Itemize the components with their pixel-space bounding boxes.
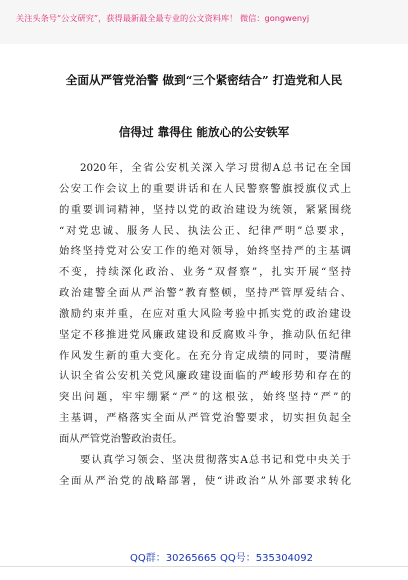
top-banner	[0, 0, 408, 44]
qq-group-link[interactable]: QQ群：30265665	[130, 553, 217, 564]
body-line: 突出问题，牢牢绷紧“严”的这根弦，始终坚持“严”的	[59, 391, 351, 404]
body-line: 不变，持续深化政治、业务“双督察”，扎实开展“坚持	[59, 266, 351, 279]
qq-number-link[interactable]: QQ号：535304092	[220, 553, 314, 564]
body-line: 面从严管党治警政治责任。	[59, 432, 183, 445]
footer	[0, 546, 408, 566]
body-line: 始终坚持党对公安工作的绝对领导，始终坚持严的主基调	[59, 245, 351, 258]
body-line: 的重要训词精神，坚持以党的政治建设为统领，紧紧围绕	[59, 203, 351, 216]
body-line: 主基调，严格落实全面从严管党治警要求，切实担负起全	[59, 412, 351, 425]
document-title-line-2: 信得过 靠得住 能放心的公安铁军	[118, 125, 290, 139]
body-line: 作风发生新的重大变化。在充分肯定成绩的同时，要清醒	[59, 349, 351, 362]
body-line: 坚定不移推进党风廉政建设和反腐败斗争，推动队伍纪律	[59, 328, 351, 341]
document-title-line-1: 全面从严管党治警 做到“三个紧密结合” 打造党和人民	[65, 73, 343, 87]
body-line: 要认真学习领会、坚决贯彻落实A总书记和党中央关于	[80, 453, 351, 466]
body-line: 认识全省公安机关党风廉政建设面临的严峻形势和存在的	[59, 370, 351, 383]
body-line: 政治建警全面从严治警”教育整顿，坚持严管厚爱结合、	[59, 287, 351, 300]
body-line: 2020年，全省公安机关深入学习贯彻A总书记在全国	[80, 162, 351, 174]
body-line: 公安工作会议上的重要讲话和在人民警察警旗授旗仪式上	[59, 182, 351, 195]
body-line: “对党忠诚、服务人民、执法公正、纪律严明”总要求，	[59, 224, 351, 237]
promo-text: 关注头条号“公文研究”，获得最新最全最专业的公文资料库！ 微信：gongwenyj	[16, 13, 310, 23]
document-body	[59, 158, 351, 492]
body-line: 全面从严治党的战略部署，使“讲政治”从外部要求转化	[59, 474, 351, 487]
body-line: 激励约束并重，在应对重大风险考验中抓实党的政治建设	[59, 307, 351, 320]
footer-divider	[0, 566, 408, 567]
